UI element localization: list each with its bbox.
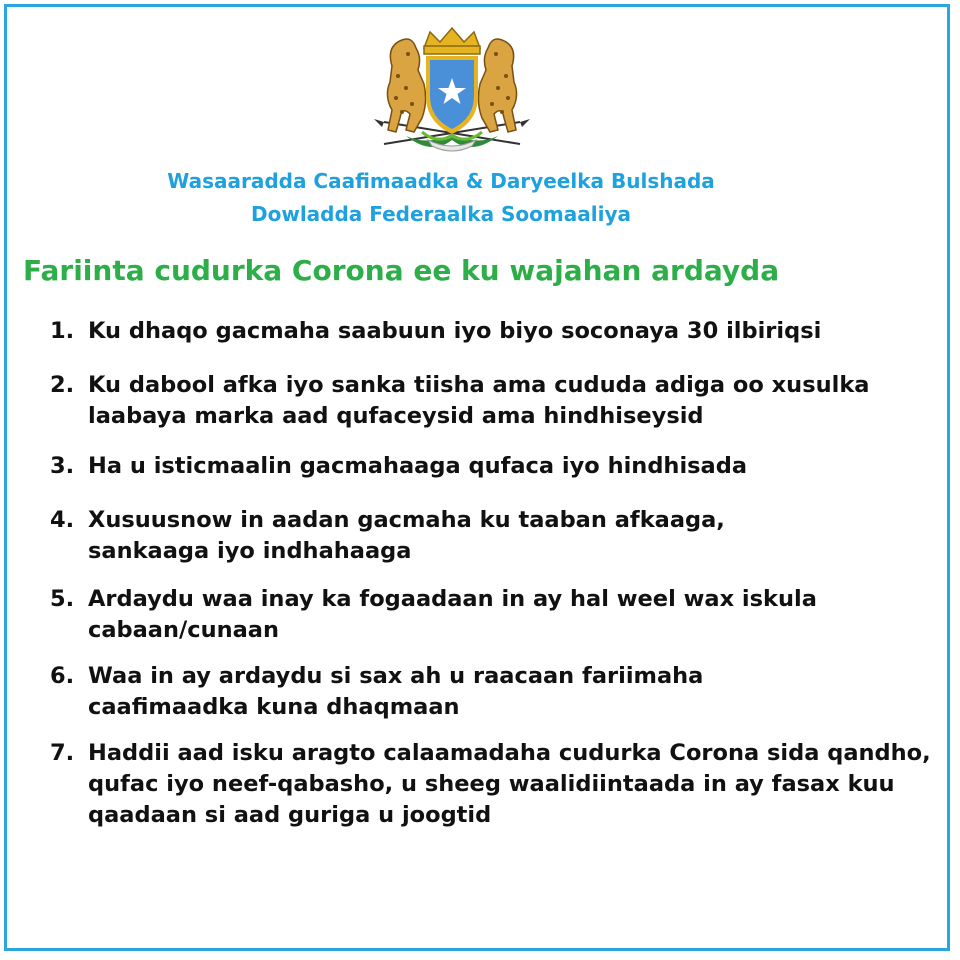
list-item-text: Xusuusnow in aadan gacmaha ku taaban afkaaga, sankaaga iyo indhahaaga <box>88 507 725 564</box>
list-item <box>50 738 940 831</box>
list-item-text: Waa in ay ardaydu si sax ah u raacaan fariimaha caafimaadka kuna dhaqmaan <box>88 663 704 720</box>
list-item <box>50 316 930 347</box>
list-item-text: Ku dhaqo gacmaha saabuun iyo biyo soconaya 30 ilbiriqsi <box>88 318 822 344</box>
list-item-text: Haddii aad isku aragto calaamadaha cudurka Corona sida qandho, qufac iyo neef-qabasho, u sheeg waalidiintaada in ay fasax kuu qaadaan si aad guriga u joogtid <box>88 740 931 828</box>
list-item-number: 7. <box>50 740 75 766</box>
list-item-text: Ha u isticmaalin gacmahaaga qufaca iyo hindhisada <box>88 453 748 479</box>
list-item <box>50 370 930 432</box>
ministry-name: Wasaaradda Caafimaadka & Daryeelka Bulshada <box>167 169 715 193</box>
list-item-number: 4. <box>50 507 75 533</box>
list-item <box>50 584 930 646</box>
list-item-number: 6. <box>50 663 75 689</box>
list-item-number: 2. <box>50 372 75 398</box>
list-item <box>50 505 830 567</box>
page-title: Fariinta cudurka Corona ee ku wajahan ardayda <box>23 254 780 287</box>
list-item-number: 1. <box>50 318 75 344</box>
list-item <box>50 661 830 723</box>
list-item-number: 5. <box>50 586 75 612</box>
government-name: Dowladda Federaalka Soomaaliya <box>251 202 631 226</box>
list-item <box>50 451 930 482</box>
coat-of-arms-icon <box>372 26 532 154</box>
list-item-number: 3. <box>50 453 75 479</box>
list-item-text: Ardaydu waa inay ka fogaadaan in ay hal weel wax iskula cabaan/cunaan <box>88 586 817 643</box>
list-item-text: Ku dabool afka iyo sanka tiisha ama cududa adiga oo xusulka laabaya marka aad qufaceysid ama hindhiseysid <box>88 372 870 429</box>
